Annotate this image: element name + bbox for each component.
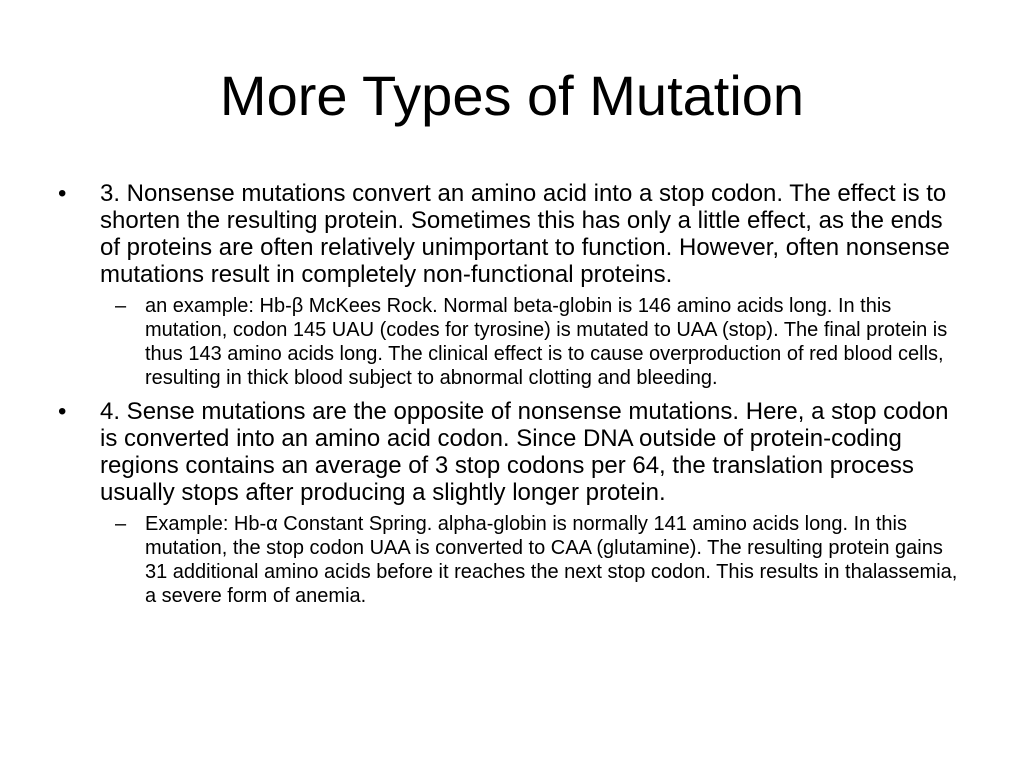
bullet-sense-mutations	[58, 398, 968, 506]
bullet-text: 4. Sense mutations are the opposite of nonsense mutations. Here, a stop codon is converted into an amino acid codon. Since DNA outside of protein-coding regions contains an average of 3 stop codons per 64, the translation process usually stops after producing a slightly longer protein.	[100, 398, 949, 506]
slide-content	[58, 180, 968, 616]
bullet-marker: •	[58, 180, 67, 207]
sub-bullet-constant-spring-example	[58, 512, 968, 608]
bullet-text: 3. Nonsense mutations convert an amino acid into a stop codon. The effect is to shorten the resulting protein. Sometimes this has only a little effect, as the ends of proteins are often relatively unimportant to function. However, often nonsense mutations result in completely non-functional proteins.	[100, 180, 950, 288]
sub-bullet-text: Example: Hb-α Constant Spring. alpha-globin is normally 141 amino acids long. In this mutation, the stop codon UAA is converted to CAA (glutamine). The resulting protein gains 31 additional amino acids before it reaches the next stop codon. This results in thalassemia, a severe form of anemia.	[145, 513, 958, 607]
slide-title: More Types of Mutation	[219, 64, 805, 127]
sub-bullet-marker: –	[115, 513, 127, 535]
bullet-nonsense-mutations	[58, 180, 968, 288]
sub-bullet-mckees-rock-example	[58, 294, 968, 390]
bullet-marker: •	[58, 398, 67, 425]
sub-bullet-text: an example: Hb-β McKees Rock. Normal beta-globin is 146 amino acids long. In this mutation, codon 145 UAU (codes for tyrosine) is mutated to UAA (stop). The final protein is thus 143 amino acids long. The clinical effect is to cause overproduction of red blood cells, resulting in thick blood subject to abnormal clotting and bleeding.	[145, 295, 948, 389]
sub-bullet-marker: –	[115, 295, 127, 317]
